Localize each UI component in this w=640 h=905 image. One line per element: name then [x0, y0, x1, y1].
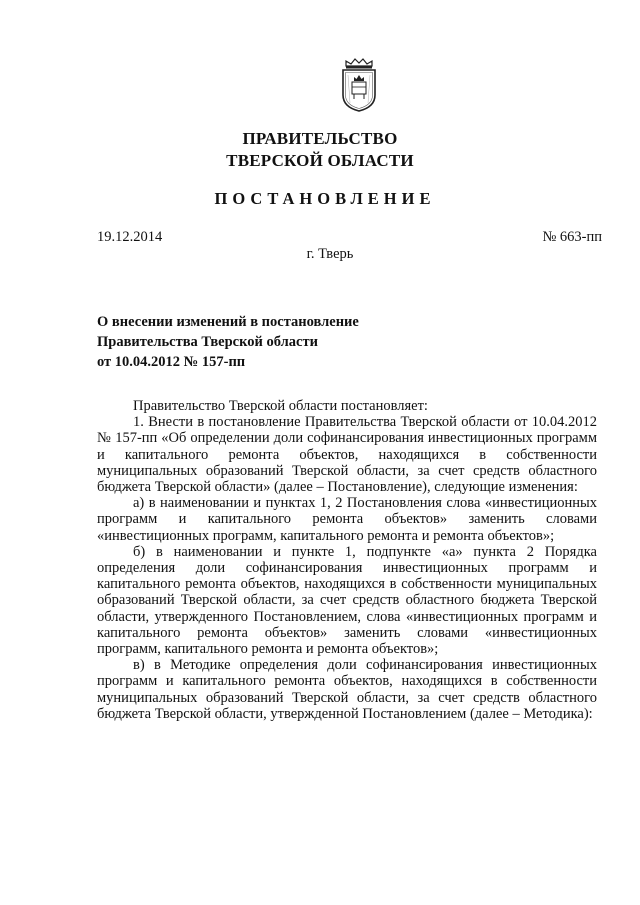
body-paragraph-intro: Правительство Тверской области постановляет: [133, 398, 428, 414]
subject-line2: Правительства Тверской области [97, 334, 318, 350]
tver-coat-of-arms-icon [337, 57, 381, 113]
document-number: № 663-пп [542, 229, 602, 245]
subject-line3: от 10.04.2012 № 157-пп [97, 354, 246, 370]
document-subject [97, 312, 359, 372]
body-paragraph-a: а) в наименовании и пунктах 1, 2 Постановления слова «инвестиционных программ и капитального ремонта объектов» заменить словами «инвестиционных программ, капитального ремонта и ремонта объектов»; [97, 495, 597, 544]
document-city: г. Тверь [306, 246, 354, 262]
body-paragraph-b: б) в наименовании и пункте 1, подпункте «а» пункта 2 Порядка определения доли софинансирования инвестиционных программ и капитального ремонта объектов, находящихся в собственности муниципальных образований Тверской области, за счет средств областного бюджета Тверской области, утвержденного Постановлением, слова «инвестиционных программ и капитального ремонта объектов» заменить словами «инвестиционных программ, капитального ремонта и ремонта объектов»; [97, 543, 597, 658]
subject-line1: О внесении изменений в постановление [97, 314, 359, 330]
government-title-line1: ПРАВИТЕЛЬСТВО [242, 129, 398, 148]
government-title [0, 128, 640, 172]
body-paragraph-c: в) в Методике определения доли софинансирования инвестиционных программ и капитального ремонта объектов, находящихся в собственности муниципальных образований Тверской области, за счет средств областного бюджета Тверской области, утвержденной Постановлением (далее – Методика): [97, 657, 597, 722]
body-paragraph-1: 1. Внести в постановление Правительства Тверской области от 10.04.2012 № 157-пп «Об определении доли софинансирования инвестиционных программ и капитального ремонта объектов, находящихся в собственности муниципальных образований Тверской области, за счет средств областного бюджета Тверской области» (далее – Постановление), следующие изменения: [97, 414, 597, 496]
document-type: ПОСТАНОВЛЕНИЕ [214, 189, 436, 208]
document-body [97, 398, 597, 722]
government-title-line2: ТВЕРСКОЙ ОБЛАСТИ [226, 151, 414, 170]
document-date: 19.12.2014 [97, 229, 163, 245]
